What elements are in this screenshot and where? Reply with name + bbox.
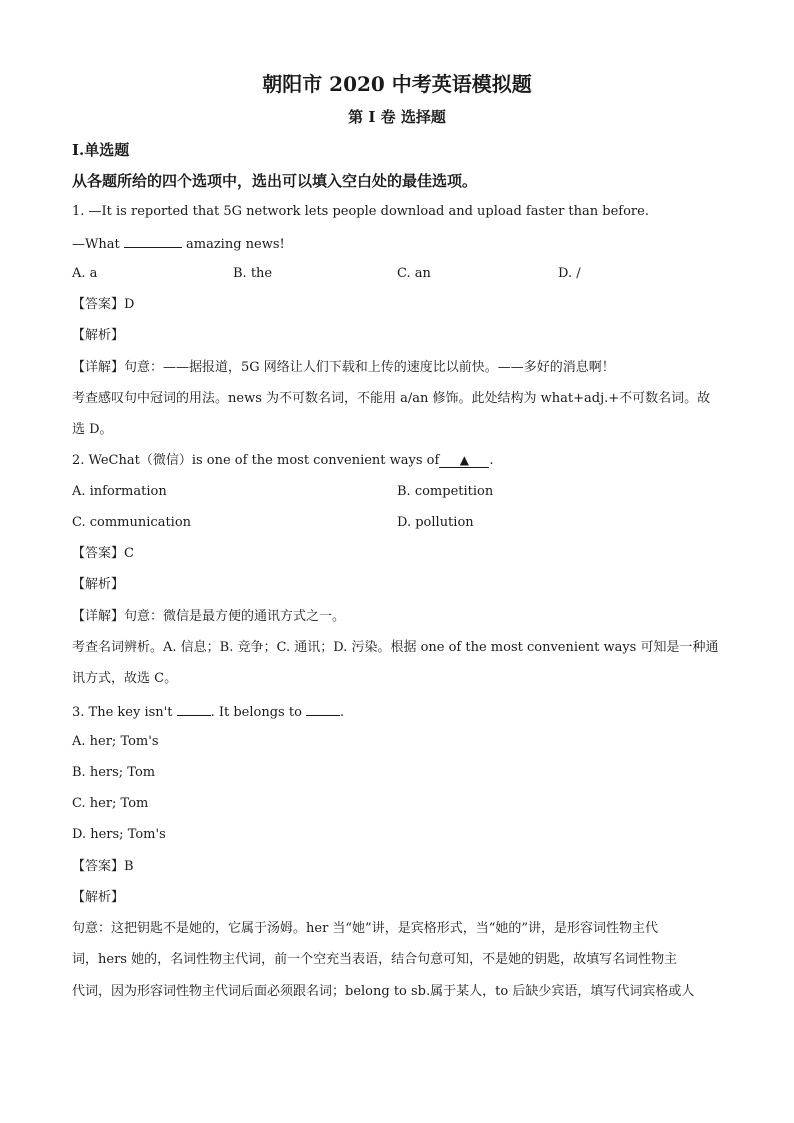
- q1-detail: 【详解】句意：——据报道，5G 网络让人们下载和上传的速度比以前快。——多好的消息啊！: [72, 360, 615, 375]
- q3-analysis-label: 【解析】: [72, 890, 125, 905]
- q3-stem-c: .: [340, 705, 345, 720]
- q1-stem-pre: —What: [72, 237, 120, 252]
- q2-option-a: A. information: [72, 484, 167, 499]
- q3-option-a: A. her; Tom's: [72, 734, 159, 749]
- q2-analysis-label: 【解析】: [72, 577, 125, 592]
- q1-explain-line1: 考查感叹句中冠词的用法。news 为不可数名词，不能用 a/an 修饰。此处结构为 what+adj.+不可数名词。故: [72, 391, 711, 406]
- q3-blank-1: [177, 701, 211, 716]
- q3-stem: [72, 701, 344, 723]
- q1-option-d: D. /: [558, 266, 581, 281]
- section-instruction: 从各题所给的四个选项中，选出可以填入空白处的最佳选项。: [72, 172, 478, 190]
- q3-stem-a: 3. The key isn't: [72, 705, 173, 720]
- q2-blank-triangle: ▲: [439, 453, 489, 468]
- q1-explain-line2: 选 D。: [72, 422, 113, 437]
- q1-blank: [124, 233, 182, 248]
- q3-explain-line2: 词，hers 她的，名词性物主代词，前一个空充当表语，结合句意可知，不是她的钥匙，故填写名词性物主: [72, 952, 678, 967]
- q1-stem-post: amazing news!: [186, 237, 285, 252]
- q3-stem-b: . It belongs to: [210, 705, 302, 720]
- q2-stem: [72, 451, 493, 471]
- q2-detail: 【详解】句意：微信是最方便的通讯方式之一。: [72, 609, 346, 624]
- q1-stem-line1: 1. —It is reported that 5G network lets people download and upload faster than before.: [72, 204, 649, 219]
- q1-option-b: B. the: [233, 266, 273, 281]
- q2-explain-line2: 讯方式，故选 C。: [72, 671, 178, 686]
- q1-analysis-label: 【解析】: [72, 328, 125, 343]
- page-title: 朝阳市 2020 中考英语模拟题: [262, 72, 532, 96]
- q3-option-c: C. her; Tom: [72, 796, 149, 811]
- q2-option-d: D. pollution: [397, 515, 474, 530]
- q2-explain-line1: 考查名词辨析。A. 信息；B. 竞争；C. 通讯；D. 污染。根据 one of the most convenient ways 可知是一种通: [72, 640, 719, 655]
- q2-stem-pre: 2. WeChat（微信）is one of the most convenient ways of: [72, 453, 440, 468]
- q3-explain-line1: 句意：这把钥匙不是她的，它属于汤姆。her 当“她”讲，是宾格形式，当“她的”讲，是形容词性物主代: [72, 921, 658, 936]
- q3-option-d: D. hers; Tom's: [72, 827, 166, 842]
- q1-option-a: A. a: [72, 266, 98, 281]
- section-heading: I.单选题: [72, 141, 130, 159]
- q1-option-c: C. an: [397, 266, 431, 281]
- q1-answer: 【答案】D: [72, 297, 135, 312]
- q2-answer: 【答案】C: [72, 546, 134, 561]
- q2-stem-post: .: [489, 453, 494, 468]
- q3-option-b: B. hers; Tom: [72, 765, 156, 780]
- q3-answer: 【答案】B: [72, 859, 134, 874]
- q1-stem-line2: [72, 233, 285, 255]
- q2-option-b: B. competition: [397, 484, 494, 499]
- q3-blank-2: [306, 701, 340, 716]
- q2-option-c: C. communication: [72, 515, 192, 530]
- q3-explain-line3: 代词，因为形容词性物主代词后面必须跟名词；belong to sb.属于某人，to 后缺少宾语，填写代词宾格或人: [72, 984, 695, 999]
- page-subtitle: 第 I 卷 选择题: [348, 108, 446, 126]
